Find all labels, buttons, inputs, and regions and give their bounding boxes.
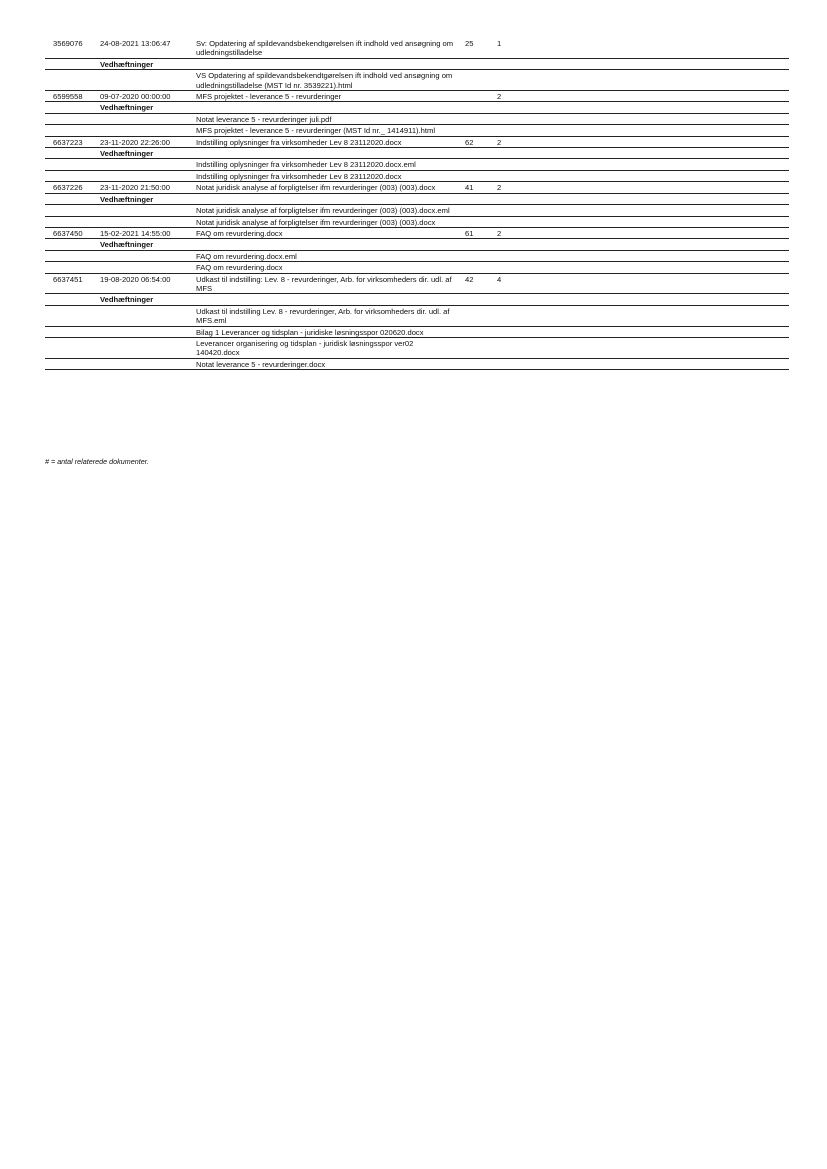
blank-cell	[461, 125, 493, 136]
blank-cell	[461, 239, 493, 250]
attachments-label: Vedhæftninger	[100, 193, 196, 204]
blank-cell	[461, 58, 493, 69]
attachment-name: Notat leverance 5 - revurderinger juli.pdf	[196, 113, 461, 124]
blank-cell	[100, 170, 196, 181]
blank-cell	[493, 170, 789, 181]
blank-cell	[493, 159, 789, 170]
blank-cell	[196, 148, 461, 159]
blank-cell	[196, 58, 461, 69]
blank-cell	[100, 337, 196, 358]
blank-cell	[45, 113, 100, 124]
attachments-header-row	[45, 193, 789, 204]
blank-cell	[45, 326, 100, 337]
attachment-name: Notat leverance 5 - revurderinger.docx	[196, 358, 461, 369]
related-count: 2	[493, 91, 789, 102]
document-id: 6637450	[45, 227, 100, 238]
blank-cell	[493, 216, 789, 227]
attachment-name: Indstilling oplysninger fra virksomheder Lev 8 23112020.docx	[196, 170, 461, 181]
document-id: 6637451	[45, 273, 100, 294]
document-date: 23-11-2020 22:26:00	[100, 136, 196, 147]
blank-cell	[45, 358, 100, 369]
attachment-name: Notat juridisk analyse af forpligtelser ifm revurderinger (003) (003).docx.eml	[196, 205, 461, 216]
blank-cell	[493, 58, 789, 69]
blank-cell	[100, 159, 196, 170]
attachments-label: Vedhæftninger	[100, 148, 196, 159]
blank-cell	[461, 205, 493, 216]
blank-cell	[100, 250, 196, 261]
blank-cell	[100, 326, 196, 337]
blank-cell	[45, 148, 100, 159]
attachment-row	[45, 125, 789, 136]
blank-cell	[45, 250, 100, 261]
attachment-name: Indstilling oplysninger fra virksomheder Lev 8 23112020.docx.eml	[196, 159, 461, 170]
footnote: # = antal relaterede dokumenter.	[45, 457, 149, 466]
blank-cell	[45, 70, 100, 91]
blank-cell	[493, 125, 789, 136]
blank-cell	[45, 102, 100, 113]
blank-cell	[493, 305, 789, 326]
blank-cell	[45, 305, 100, 326]
blank-cell	[461, 337, 493, 358]
blank-cell	[45, 58, 100, 69]
blank-cell	[100, 305, 196, 326]
attachments-header-row	[45, 294, 789, 305]
attachment-name: Notat juridisk analyse af forpligtelser ifm revurderinger (003) (003).docx	[196, 216, 461, 227]
blank-cell	[493, 193, 789, 204]
document-date: 24-08-2021 13:06:47	[100, 38, 196, 58]
attachments-label: Vedhæftninger	[100, 102, 196, 113]
blank-cell	[196, 294, 461, 305]
blank-cell	[493, 358, 789, 369]
document-count: 62	[461, 136, 493, 147]
document-count: 25	[461, 38, 493, 58]
blank-cell	[493, 102, 789, 113]
blank-cell	[461, 305, 493, 326]
blank-cell	[493, 205, 789, 216]
document-title: MFS projektet - leverance 5 - revurderinger	[196, 91, 461, 102]
attachment-row	[45, 70, 789, 91]
blank-cell	[45, 262, 100, 273]
attachment-row	[45, 170, 789, 181]
blank-cell	[493, 239, 789, 250]
related-count: 2	[493, 136, 789, 147]
blank-cell	[461, 358, 493, 369]
attachment-row	[45, 113, 789, 124]
attachment-row	[45, 358, 789, 369]
document-date: 09-07-2020 00:00:00	[100, 91, 196, 102]
blank-cell	[45, 205, 100, 216]
blank-cell	[45, 193, 100, 204]
attachment-row	[45, 305, 789, 326]
related-count: 2	[493, 182, 789, 193]
blank-cell	[493, 294, 789, 305]
blank-cell	[45, 170, 100, 181]
blank-cell	[196, 102, 461, 113]
document-count: 41	[461, 182, 493, 193]
attachment-row	[45, 216, 789, 227]
attachment-name: Udkast til indstilling Lev. 8 - revurderinger, Arb. for virksomheders dir. udl. af MFS.eml	[196, 305, 461, 326]
document-row	[45, 182, 789, 193]
blank-cell	[493, 262, 789, 273]
blank-cell	[493, 70, 789, 91]
document-id: 6637223	[45, 136, 100, 147]
blank-cell	[100, 262, 196, 273]
blank-cell	[461, 326, 493, 337]
attachments-header-row	[45, 239, 789, 250]
blank-cell	[196, 193, 461, 204]
document-date: 23-11-2020 21:50:00	[100, 182, 196, 193]
document-title: Udkast til indstilling: Lev. 8 - revurderinger, Arb. for virksomheders dir. udl. af MFS	[196, 273, 461, 294]
attachments-header-row	[45, 148, 789, 159]
document-title: Sv: Opdatering af spildevandsbekendtgørelsen ift indhold ved ansøgning om udledningstilladelse	[196, 38, 461, 58]
blank-cell	[45, 239, 100, 250]
document-row	[45, 136, 789, 147]
blank-cell	[461, 294, 493, 305]
document-title: Notat juridisk analyse af forpligtelser ifm revurderinger (003) (003).docx	[196, 182, 461, 193]
blank-cell	[461, 70, 493, 91]
blank-cell	[493, 250, 789, 261]
document-date: 19-08-2020 06:54:00	[100, 273, 196, 294]
attachment-row	[45, 262, 789, 273]
document-id: 6637226	[45, 182, 100, 193]
blank-cell	[45, 294, 100, 305]
blank-cell	[461, 262, 493, 273]
document-date: 15-02-2021 14:55:00	[100, 227, 196, 238]
blank-cell	[100, 125, 196, 136]
document-count: 42	[461, 273, 493, 294]
attachment-name: Leverancer organisering og tidsplan - juridisk løsningsspor ver02 140420.docx	[196, 337, 461, 358]
blank-cell	[45, 337, 100, 358]
blank-cell	[45, 159, 100, 170]
blank-cell	[461, 216, 493, 227]
document-row	[45, 273, 789, 294]
blank-cell	[461, 148, 493, 159]
blank-cell	[493, 326, 789, 337]
document-row	[45, 38, 789, 58]
attachment-row	[45, 250, 789, 261]
blank-cell	[100, 358, 196, 369]
document-title: FAQ om revurdering.docx	[196, 227, 461, 238]
related-count: 4	[493, 273, 789, 294]
document-id: 3569076	[45, 38, 100, 58]
blank-cell	[196, 239, 461, 250]
attachment-name: FAQ om revurdering.docx	[196, 262, 461, 273]
attachments-label: Vedhæftninger	[100, 239, 196, 250]
attachments-header-row	[45, 58, 789, 69]
blank-cell	[45, 216, 100, 227]
document-row	[45, 91, 789, 102]
blank-cell	[100, 205, 196, 216]
blank-cell	[100, 216, 196, 227]
documents-table	[45, 38, 789, 370]
document-title: Indstilling oplysninger fra virksomheder Lev 8 23112020.docx	[196, 136, 461, 147]
blank-cell	[493, 113, 789, 124]
attachment-name: Bilag 1 Leverancer og tidsplan - juridiske løsningsspor 020620.docx	[196, 326, 461, 337]
document-id: 6599558	[45, 91, 100, 102]
blank-cell	[461, 102, 493, 113]
attachment-row	[45, 159, 789, 170]
blank-cell	[461, 113, 493, 124]
blank-cell	[493, 337, 789, 358]
attachments-label: Vedhæftninger	[100, 294, 196, 305]
blank-cell	[100, 70, 196, 91]
blank-cell	[461, 159, 493, 170]
document-count	[461, 91, 493, 102]
attachments-header-row	[45, 102, 789, 113]
related-count: 2	[493, 227, 789, 238]
blank-cell	[461, 250, 493, 261]
attachment-name: MFS projektet - leverance 5 - revurderinger (MST Id nr._ 1414911).html	[196, 125, 461, 136]
blank-cell	[461, 170, 493, 181]
attachments-label: Vedhæftninger	[100, 58, 196, 69]
attachment-row	[45, 205, 789, 216]
attachment-name: FAQ om revurdering.docx.eml	[196, 250, 461, 261]
document-count: 61	[461, 227, 493, 238]
blank-cell	[461, 193, 493, 204]
attachment-row	[45, 337, 789, 358]
attachment-name: VS Opdatering af spildevandsbekendtgørelsen ift indhold ved ansøgning om udledningstilladelse (MST Id nr. 3539221).html	[196, 70, 461, 91]
related-count: 1	[493, 38, 789, 58]
document-row	[45, 227, 789, 238]
blank-cell	[45, 125, 100, 136]
blank-cell	[493, 148, 789, 159]
blank-cell	[100, 113, 196, 124]
attachment-row	[45, 326, 789, 337]
